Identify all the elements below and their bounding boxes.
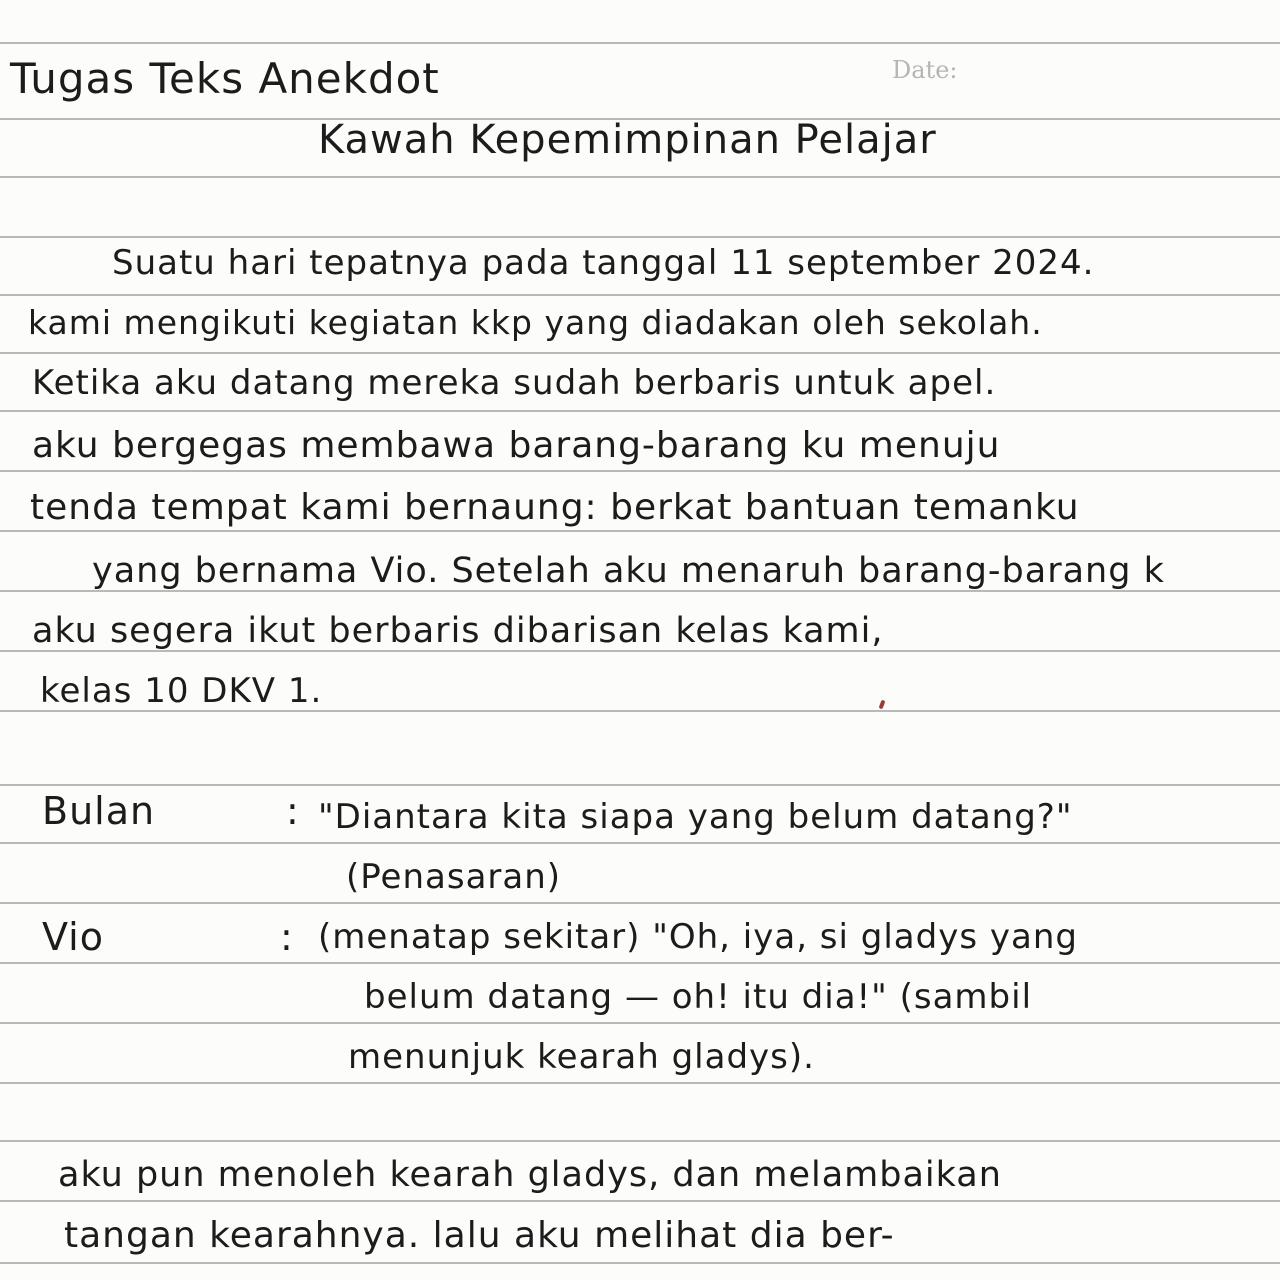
ruled-line <box>0 176 1280 178</box>
ruled-line <box>0 1200 1280 1202</box>
dialogue-line: (menatap sekitar) "Oh, iya, si gladys yang <box>318 917 1078 957</box>
ruled-line <box>0 236 1280 238</box>
ruled-line <box>0 784 1280 786</box>
page-title: Kawah Kepemimpinan Pelajar <box>318 117 937 163</box>
ruled-line <box>0 42 1280 44</box>
ruled-line <box>0 410 1280 412</box>
paragraph-line: tenda tempat kami bernaung: berkat bantuan temanku <box>30 487 1080 528</box>
ruled-line <box>0 530 1280 532</box>
dialogue-speaker: Bulan <box>42 789 156 833</box>
ruled-line <box>0 1022 1280 1024</box>
ruled-line <box>0 470 1280 472</box>
dialogue-separator: : <box>286 789 300 833</box>
ruled-line <box>0 1140 1280 1142</box>
ruled-line <box>0 294 1280 296</box>
ruled-line <box>0 1082 1280 1084</box>
ink-mark <box>879 700 886 710</box>
dialogue-line: menunjuk kearah gladys). <box>348 1037 815 1077</box>
ruled-line <box>0 1262 1280 1264</box>
date-label: Date: <box>892 56 958 84</box>
ruled-line <box>0 902 1280 904</box>
dialogue-separator: : <box>280 915 294 959</box>
ruled-line <box>0 962 1280 964</box>
paragraph-line: Ketika aku datang mereka sudah berbaris untuk apel. <box>32 363 997 403</box>
paragraph-line: aku segera ikut berbaris dibarisan kelas kami, <box>32 611 884 651</box>
paragraph-line: tangan kearahnya. lalu aku melihat dia ber- <box>64 1215 895 1256</box>
ruled-line <box>0 842 1280 844</box>
paragraph-line: yang bernama Vio. Setelah aku menaruh barang-barang k <box>92 551 1165 591</box>
dialogue-line: belum datang — oh! itu dia!" (sambil <box>364 977 1033 1017</box>
paragraph-line: aku bergegas membawa barang-barang ku menuju <box>32 425 1001 466</box>
paragraph-line: kelas 10 DKV 1. <box>40 671 323 711</box>
assignment-heading: Tugas Teks Anekdot <box>10 54 440 103</box>
paragraph-line: aku pun menoleh kearah gladys, dan melambaikan <box>58 1155 1002 1195</box>
ruled-line <box>0 352 1280 354</box>
dialogue-speaker: Vio <box>42 915 104 959</box>
dialogue-line: "Diantara kita siapa yang belum datang?" <box>318 797 1073 837</box>
paragraph-line: Suatu hari tepatnya pada tanggal 11 september 2024. <box>112 243 1095 283</box>
paragraph-line: kami mengikuti kegiatan kkp yang diadakan oleh sekolah. <box>28 303 1043 342</box>
dialogue-line: (Penasaran) <box>346 857 562 897</box>
